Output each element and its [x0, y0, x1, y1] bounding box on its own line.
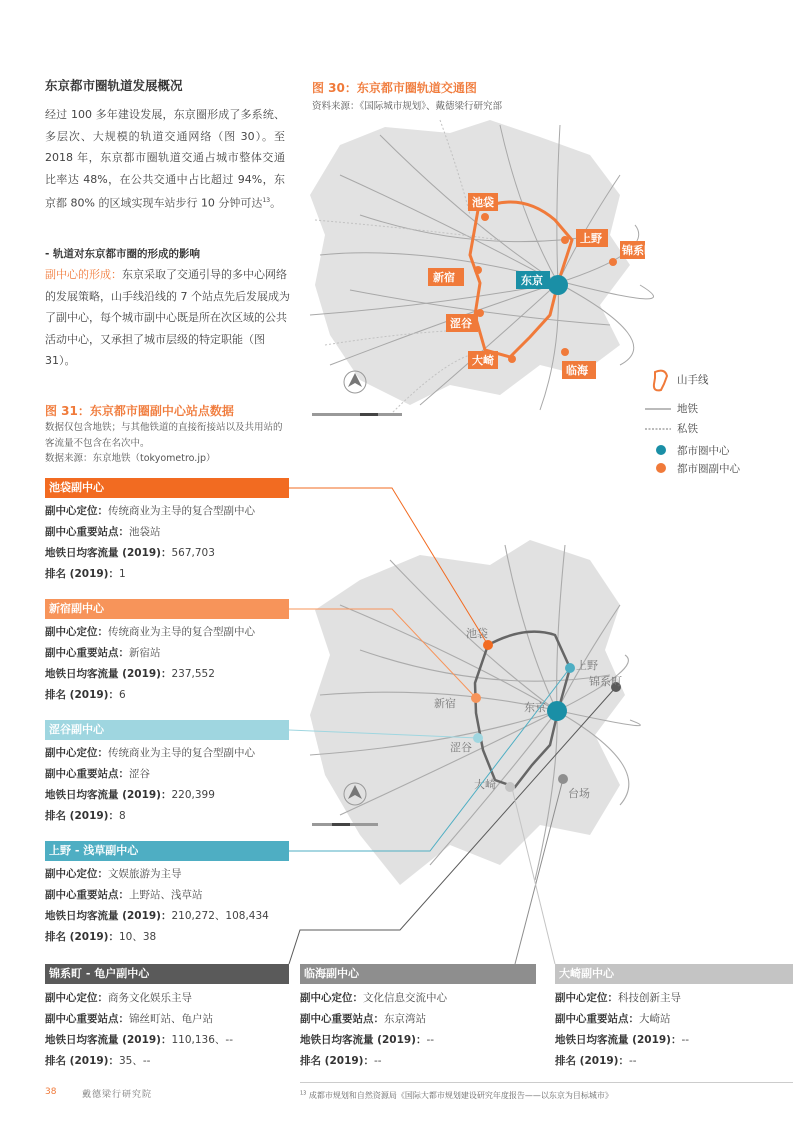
shinjuku-info: 副中心定位：传统商业为主导的复合型副中心 副中心重要站点：新宿站 地铁日均客流量 (2019)：237,552 排名 (2019)：6: [45, 626, 255, 701]
shibuya-info: 副中心定位：传统商业为主导的复合型副中心 副中心重要站点：涩谷 地铁日均客流量 (2019)：220,399 排名 (2019)：8: [45, 747, 255, 822]
footer-org: 戴德梁行研究院: [82, 1090, 153, 1100]
kinshicho-header: 锦系町 - 龟户副中心: [45, 964, 289, 984]
section-title: 东京都市圈轨道发展概况: [45, 78, 183, 93]
fig30-source: 资料来源：《国际城市规划》、戴德梁行研究部: [312, 101, 503, 112]
subheading: - 轨道对东京都市圈的形成的影响: [45, 248, 201, 260]
fig31-title: 图 31：东京都市圈副中心站点数据: [45, 404, 234, 418]
map1-label-osaki: 大崎: [472, 354, 494, 367]
map2-label-osaki: 大崎: [474, 778, 496, 791]
subcenter-paragraph: 副中心的形成：东京采取了交通引导的多中心网络的发展策略，山手线沿线的 7 个站点先后发展成为了副中心，每个城市副中心既是所在次区域的公共活动中心，又承担了城市层级的特定职能（图 31）。: [45, 268, 290, 367]
map2-label-tokyo: 东京: [524, 701, 546, 714]
map2-label-shibuya: 涩谷: [450, 741, 472, 754]
rinkai-header: 临海副中心: [300, 964, 536, 984]
footnote-divider: [300, 1082, 793, 1083]
map1-label-kinshicho: 锦系町: [622, 244, 655, 257]
osaki-info: 副中心定位：科技创新主导 副中心重要站点：大崎站 地铁日均客流量 (2019)：-- 排名 (2019)：--: [555, 992, 690, 1067]
ueno-info: 副中心定位：文娱旅游为主导 副中心重要站点：上野站、浅草站 地铁日均客流量 (2019)：210,272、108,434 排名 (2019)：10、38: [45, 868, 269, 943]
osaki-header: 大崎副中心: [555, 964, 793, 984]
ueno-header: 上野 - 浅草副中心: [45, 841, 289, 861]
map2-label-kinshicho: 锦系町: [589, 675, 622, 688]
map1-label-shinjuku: 新宿: [433, 271, 455, 284]
map1-label-shibuya: 涩谷: [450, 317, 472, 330]
shibuya-header: 涩谷副中心: [45, 720, 289, 740]
map1-label-ikebukuro: 池袋: [472, 196, 494, 209]
footnote: $^{13}$ 成都市规划和自然资源局《国际大都市规划建设研究年度报告——以东京为目标城市》: [300, 1090, 613, 1100]
ikebukuro-info: 副中心定位：传统商业为主导的复合型副中心 副中心重要站点：池袋站 地铁日均客流量 (2019)：567,703 排名 (2019)：1: [45, 505, 255, 580]
page-number: 38: [45, 1087, 57, 1097]
ikebukuro-header: 池袋副中心: [45, 478, 289, 498]
map2-label-ueno: 上野: [576, 659, 598, 672]
intro-paragraph: 经过 100 多年建设发展，东京圈形成了多系统、多层次、大规模的轨道交通网络（图 30）。至 2018 年，东京都市圈轨道交通占城市整体交通比率达 48%，在公共交通中占比超过 94%，东京都 80% 的区域实现车站步行 10 分钟可达$^{13}$。: [45, 108, 285, 210]
fig30-title: 图 30：东京都市圈轨道交通图: [312, 81, 477, 95]
kinshicho-info: 副中心定位：商务文化娱乐主导 副中心重要站点：锦丝町站、龟户站 地铁日均客流量 (2019)：110,136、-- 排名 (2019)：35、--: [45, 992, 233, 1067]
fig31-note: 数据仅包含地铁；与其他铁道的直接衔接站以及共用站的客流量不包含在名次中。 数据来源：东京地铁（tokyometro.jp）: [45, 422, 283, 464]
map1-label-ueno: 上野: [580, 232, 602, 245]
shinjuku-header: 新宿副中心: [45, 599, 289, 619]
map2-label-ikebukuro: 池袋: [466, 627, 488, 640]
map2-label-daiba: 台场: [568, 787, 590, 800]
map2-label-shinjuku: 新宿: [434, 697, 456, 710]
footnote-ref: 13: [262, 197, 271, 204]
map1-label-rinkai: 临海: [566, 364, 588, 377]
map1-label-tokyo: 东京: [521, 274, 543, 287]
rinkai-info: 副中心定位：文化信息交流中心 副中心重要站点：东京湾站 地铁日均客流量 (2019)：-- 排名 (2019)：--: [300, 992, 447, 1067]
